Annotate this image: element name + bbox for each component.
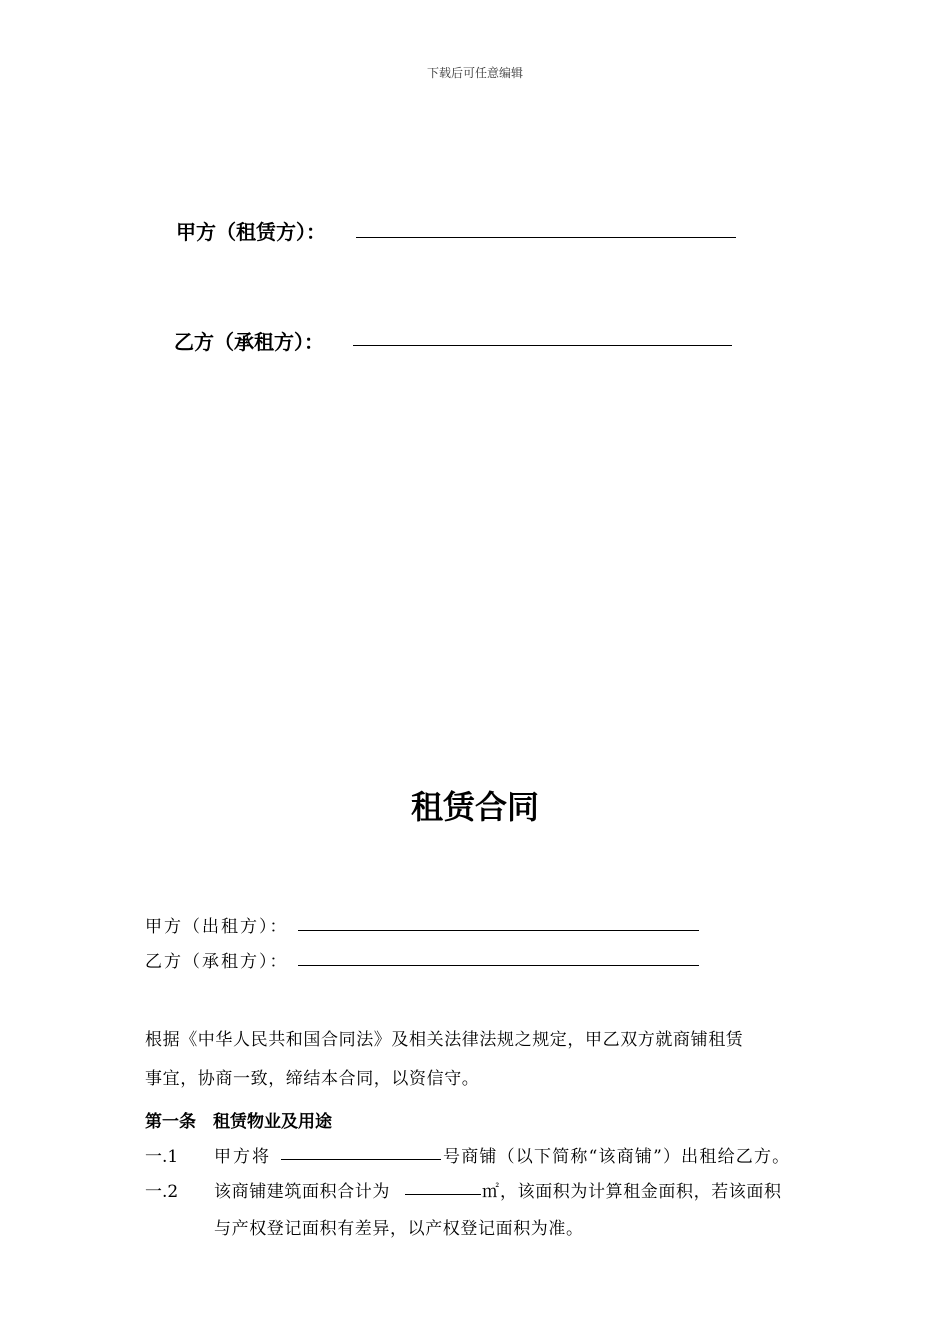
clause-1-2-prefix: 该商铺建筑面积合计为 xyxy=(214,1182,390,1202)
cover-party-b-label: 乙方（承租方）： xyxy=(174,330,324,354)
header-note: 下载后可任意编辑 xyxy=(426,66,523,80)
preamble-line-2: 事宜，协商一致，缔结本合同，以资信守。 xyxy=(145,1069,480,1089)
cover-party-a-blank xyxy=(356,237,736,238)
party-a-blank xyxy=(298,930,699,931)
clause-1-2-unit: ㎡ xyxy=(482,1182,499,1202)
cover-party-b-blank xyxy=(353,345,732,346)
clause-1-2-suffix: ，该面积为计算租金面积，若该面积 xyxy=(500,1182,782,1202)
party-b-label: 乙方（承租方）： xyxy=(145,952,289,972)
clause-1-2-blank xyxy=(405,1194,481,1195)
clause-1-2-line-2: 与产权登记面积有差异，以产权登记面积为准。 xyxy=(214,1219,584,1239)
contract-title: 租赁合同 xyxy=(410,788,539,826)
clause-1-1-blank xyxy=(281,1159,441,1160)
cover-party-a-label: 甲方（租赁方）： xyxy=(176,220,326,244)
preamble-line-1: 根据《中华人民共和国合同法》及相关法律法规之规定，甲乙双方就商铺租赁 xyxy=(145,1030,744,1050)
party-b-blank xyxy=(298,965,699,966)
clause-1-1-suffix: 号商铺（以下简称“该商铺”）出租给乙方。 xyxy=(443,1147,791,1167)
clause-1-1-number: 一.1 xyxy=(145,1147,179,1167)
party-a-label: 甲方（出租方）： xyxy=(145,917,289,937)
clause-1-2-number: 一.2 xyxy=(145,1182,179,1202)
clause-1-1-prefix: 甲方将 xyxy=(214,1147,271,1167)
article-1-heading: 第一条 租赁物业及用途 xyxy=(145,1112,332,1132)
